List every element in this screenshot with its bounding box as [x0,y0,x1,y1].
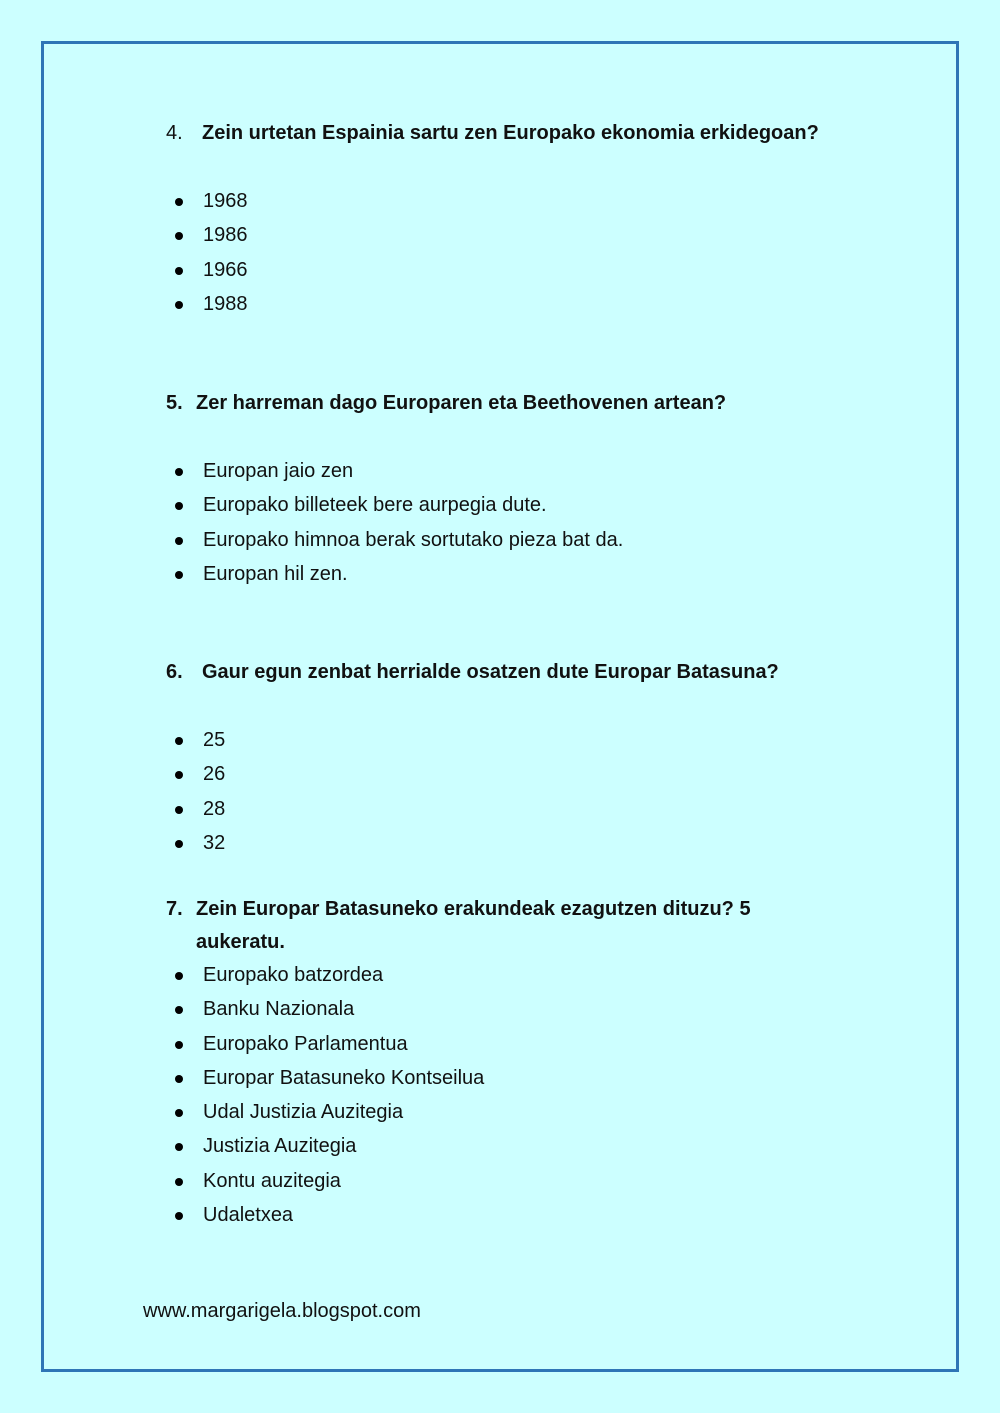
option-item [170,1164,484,1198]
option-label: Europako batzordea [203,964,384,986]
question-5 [166,387,826,420]
question-text: Zer harreman dago Europaren eta Beethovenen artean? [196,392,727,414]
bullet-icon [175,1075,183,1083]
option-item [170,454,623,488]
option-item [170,1027,484,1061]
question-text: Gaur egun zenbat herrialde osatzen dute Europar Batasuna? [202,661,779,683]
option-item [170,287,248,321]
option-label: Europar Batasuneko Kontseilua [203,1066,485,1089]
option-item [170,557,623,591]
bullet-icon [175,1178,183,1186]
option-label: Europako billeteek bere aurpegia dute. [203,494,547,517]
bullet-icon [175,267,183,275]
option-item [170,958,484,992]
option-label: 1988 [203,292,248,315]
option-label: Justizia Auzitegia [203,1135,357,1158]
option-item [170,1061,484,1095]
option-label: 28 [203,797,226,820]
question-6-options [170,723,225,860]
option-label: Udaletxea [203,1204,294,1227]
option-item [170,1198,484,1232]
option-label: Udal Justizia Auzitegia [203,1101,404,1124]
question-6 [166,656,826,689]
option-label: Europan hil zen. [203,562,348,585]
option-label: 32 [203,831,226,854]
question-number: 6. [166,661,183,683]
bullet-icon [175,198,183,206]
option-item [170,1129,484,1163]
question-4-options [170,184,248,321]
option-label: Europako Parlamentua [203,1032,408,1055]
bullet-icon [175,806,183,814]
option-item [170,488,623,522]
bullet-icon [175,1212,183,1220]
question-7-options [170,958,484,1232]
option-label: Europako himnoa berak sortutako pieza bat da. [203,528,624,551]
option-label: Banku Nazionala [203,998,355,1021]
bullet-icon [175,737,183,745]
option-label: 25 [203,729,226,751]
option-label: 1986 [203,224,248,247]
option-item [170,826,225,860]
option-item [170,792,225,826]
option-label: Kontu auzitegia [203,1169,341,1192]
option-label: 1968 [203,190,248,212]
bullet-icon [175,232,183,240]
question-number: 7. [166,898,183,920]
option-item [170,218,248,252]
option-item [170,757,225,791]
footer-url[interactable]: www.margarigela.blogspot.com [143,1300,421,1322]
bullet-icon [175,1109,183,1117]
question-text: Zein Europar Batasuneko erakundeak ezagutzen dituzu? 5 aukeratu. [196,898,751,953]
option-item [170,1095,484,1129]
bullet-icon [175,771,183,779]
option-item [170,992,484,1026]
bullet-icon [175,1006,183,1014]
option-item [170,184,248,218]
bullet-icon [175,502,183,510]
bullet-icon [175,1041,183,1049]
option-item [170,253,248,287]
option-label: 1966 [203,258,248,281]
question-4 [166,117,826,150]
option-label: Europan jaio zen [203,460,354,482]
bullet-icon [175,1143,183,1151]
option-item [170,523,623,557]
bullet-icon [175,972,183,980]
bullet-icon [175,840,183,848]
bullet-icon [175,301,183,309]
bullet-icon [175,571,183,579]
question-7 [166,893,766,959]
question-number: 5. [166,392,183,414]
question-number: 4. [166,122,183,144]
question-text: Zein urtetan Espainia sartu zen Europako ekonomia erkidegoan? [202,122,819,144]
question-5-options [170,454,623,591]
option-item [170,723,225,757]
bullet-icon [175,537,183,545]
bullet-icon [175,468,183,476]
option-label: 26 [203,763,226,786]
